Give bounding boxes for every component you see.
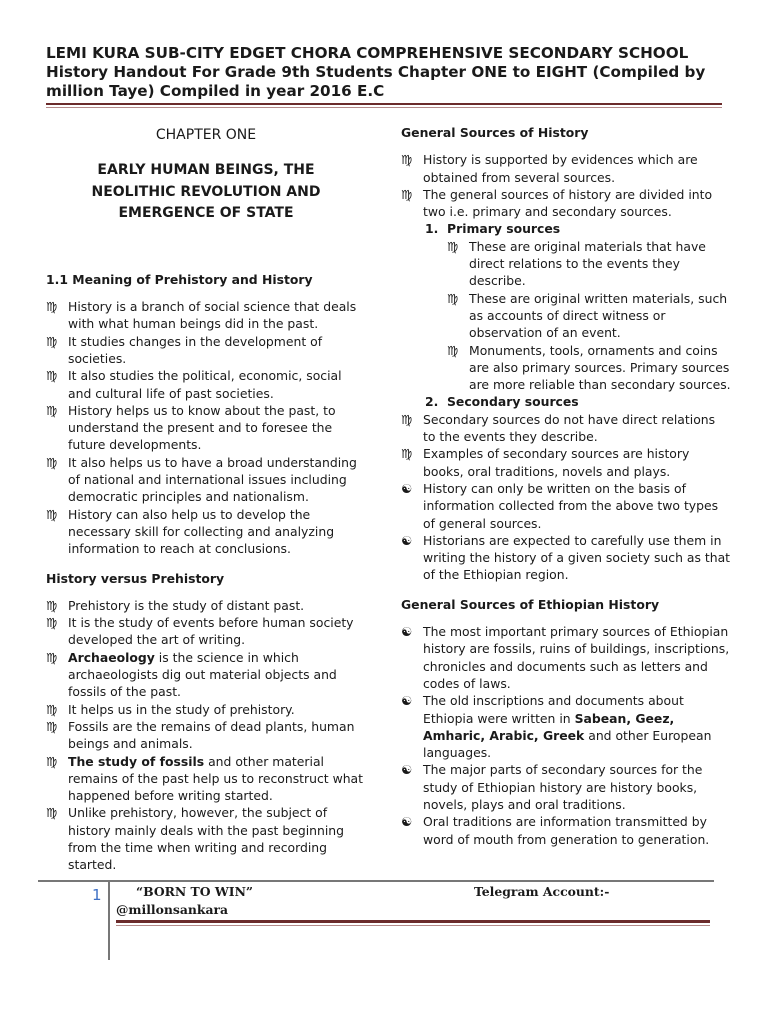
secondary-sources-list (401, 411, 731, 480)
general-sources-list (401, 151, 731, 220)
list-item (401, 761, 731, 813)
virgo-bullet-icon: ♍ (401, 411, 413, 427)
yin-yang-icon: ☯ (401, 693, 413, 709)
primary-sources-heading (401, 220, 731, 237)
list-item (401, 186, 731, 221)
list-item-text: The old inscriptions and documents about Ethiopia were written in (423, 693, 684, 726)
section-heading-meaning: 1.1 Meaning of Prehistory and History (46, 271, 313, 287)
secondary-sources-label: Secondary sources (447, 394, 579, 410)
list-item-text: History can also help us to develop the necessary skill for collecting and analyzing information to reach at conclusions. (68, 506, 335, 557)
primary-sources-list (401, 238, 731, 394)
list-item (46, 804, 366, 873)
list-item-text: It also studies the political, economic, social and cultural life of past societies. (68, 368, 342, 401)
footer-telegram-handle: @millonsankara (116, 902, 229, 917)
list-item (46, 597, 366, 614)
list-item-text: Examples of secondary sources are history books, oral traditions, novels and plays. (423, 446, 690, 479)
list-item (46, 701, 366, 718)
list-item (46, 454, 366, 506)
list-item (401, 813, 731, 848)
virgo-bullet-icon: ♍ (447, 290, 459, 306)
primary-sources-label: Primary sources (447, 221, 561, 237)
section-heading-general-sources: General Sources of History (401, 125, 589, 140)
yin-yang-icon: ☯ (401, 480, 413, 496)
footer-slogan: “BORN TO WIN” (136, 884, 254, 899)
virgo-bullet-icon: ♍ (46, 718, 58, 734)
virgo-bullet-icon: ♍ (46, 333, 58, 349)
virgo-bullet-icon: ♍ (401, 186, 413, 202)
virgo-bullet-icon: ♍ (46, 506, 58, 522)
list-item-text: Prehistory is the study of distant past. (68, 597, 305, 613)
list-item (46, 506, 366, 558)
list-item (46, 367, 366, 402)
list-item-text: It also helps us to have a broad understanding of national and international issues including democratic principles and nationalism. (68, 454, 357, 505)
list-item-text: Historians are expected to carefully use them in writing the history of a given society such as that of the Ethiopian region. (423, 532, 731, 583)
list-item (401, 480, 731, 532)
list-item-text: Unlike prehistory, however, the subject of history mainly deals with the past beginning from the time when writing and recording started. (68, 805, 345, 873)
list-item (401, 623, 731, 692)
list-item-text: and other material remains of the past help us to reconstruct what happened before writing started. (68, 753, 364, 804)
page-number: 1 (92, 886, 102, 904)
list-item (46, 298, 366, 333)
list-item-text: Oral traditions are information transmitted by word of mouth from generation to generation. (423, 814, 710, 847)
virgo-bullet-icon: ♍ (447, 342, 459, 358)
footer-vertical-rule (108, 882, 110, 960)
footer-telegram-label: Telegram Account:- (474, 884, 610, 899)
secondary-sources-number: 2. (425, 394, 439, 410)
list-item-text: It is the study of events before human society developed the art of writing. (68, 615, 354, 648)
virgo-bullet-icon: ♍ (46, 701, 58, 717)
list-item (401, 151, 731, 186)
list-item-text: is the science in which archaeologists dig out material objects and fossils of the past. (68, 649, 337, 700)
list-item (447, 238, 731, 290)
list-item (46, 614, 366, 649)
header-line-1: LEMI KURA SUB-CITY EDGET CHORA COMPREHENSIVE SECONDARY SCHOOL (46, 44, 689, 62)
list-item-text: Secondary sources do not have direct relations to the events they describe. (423, 411, 716, 445)
document-header (46, 44, 736, 101)
footer-double-rule (116, 920, 710, 923)
primary-sources-number: 1. (425, 221, 439, 237)
list-item (46, 718, 366, 753)
list-item-text: The general sources of history are divided into two i.e. primary and secondary sources. (423, 186, 713, 220)
virgo-bullet-icon: ♍ (447, 238, 459, 254)
virgo-bullet-icon: ♍ (46, 805, 58, 821)
section-heading-ethiopian-sources: General Sources of Ethiopian History (401, 596, 660, 612)
right-column (401, 118, 731, 848)
list-item-text: Fossils are the remains of dead plants, human beings and animals. (68, 718, 355, 752)
list-item (46, 753, 366, 805)
list-item (401, 532, 731, 584)
header-rule (46, 103, 722, 105)
virgo-bullet-icon: ♍ (46, 649, 58, 665)
list-item (401, 445, 731, 480)
list-item (447, 342, 731, 394)
list-item-text: and other European languages. (423, 727, 712, 761)
ethiopian-sources-list (401, 623, 731, 848)
history-vs-prehistory-list (46, 597, 366, 874)
chapter-label: CHAPTER ONE (155, 127, 257, 143)
footer-double-rule-thin (116, 925, 710, 926)
list-item-text: The major parts of secondary sources for the study of Ethiopian history are history books, novels, plays and oral traditions. (423, 762, 703, 812)
list-item (447, 290, 731, 342)
virgo-bullet-icon: ♍ (46, 597, 58, 613)
list-item (401, 411, 731, 446)
list-item-text: Monuments, tools, ornaments and coins are also primary sources. Primary sources are more reliable than secondary sources. (469, 342, 731, 393)
virgo-bullet-icon: ♍ (46, 368, 58, 384)
list-item (401, 692, 731, 761)
header-line-3: million Taye) Compiled in year 2016 E.C (46, 82, 385, 100)
list-item-text: These are original materials that have direct relations to the events they describe. (469, 238, 706, 289)
list-item (46, 649, 366, 701)
list-item-text: History can only be written on the basis of information collected from the above two types of general sources. (423, 480, 719, 531)
virgo-bullet-icon: ♍ (401, 446, 413, 462)
yin-yang-icon: ☯ (401, 814, 413, 830)
virgo-bullet-icon: ♍ (46, 299, 58, 315)
meaning-list (46, 298, 366, 557)
list-item-text: History helps us to know about the past, to understand the present and to foresee the future developments. (68, 402, 336, 453)
list-item-text: It studies changes in the development of societies. (68, 333, 323, 366)
footer-rule (38, 880, 714, 882)
list-item-text: History is a branch of social science that deals with what human beings did in the past. (68, 299, 357, 332)
list-item-bold: The study of fossils (68, 753, 205, 769)
yin-yang-icon: ☯ (401, 532, 413, 548)
virgo-bullet-icon: ♍ (46, 454, 58, 470)
list-item-text: These are original written materials, such as accounts of direct witness or observation of an event. (469, 290, 728, 341)
virgo-bullet-icon: ♍ (46, 402, 58, 418)
list-item-text: The most important primary sources of Ethiopian history are fossils, ruins of buildings, inscriptions, chronicles and documents such as letters and codes of laws. (423, 624, 730, 691)
general-sources-notes (401, 480, 731, 584)
virgo-bullet-icon: ♍ (401, 152, 413, 168)
virgo-bullet-icon: ♍ (46, 753, 58, 769)
yin-yang-icon: ☯ (401, 762, 413, 778)
header-rule-thin (46, 107, 722, 108)
list-item (46, 402, 366, 454)
header-line-2: History Handout For Grade 9th Students Chapter ONE to EIGHT (Compiled by (46, 63, 706, 81)
list-item (46, 333, 366, 368)
list-item-bold: Archaeology (68, 649, 155, 665)
section-heading-history-vs-prehistory: History versus Prehistory (46, 570, 225, 586)
virgo-bullet-icon: ♍ (46, 615, 58, 631)
list-item-text: History is supported by evidences which are obtained from several sources. (423, 152, 698, 185)
chapter-title: EARLY HUMAN BEINGS, THE NEOLITHIC REVOLUTION AND EMERGENCE OF STATE (91, 162, 321, 222)
list-item-bold: Sabean, Geez, Amharic, Arabic, Greek (423, 710, 675, 743)
yin-yang-icon: ☯ (401, 624, 413, 640)
secondary-sources-heading (401, 393, 731, 410)
list-item-text: It helps us in the study of prehistory. (68, 701, 295, 717)
left-column (46, 118, 366, 874)
